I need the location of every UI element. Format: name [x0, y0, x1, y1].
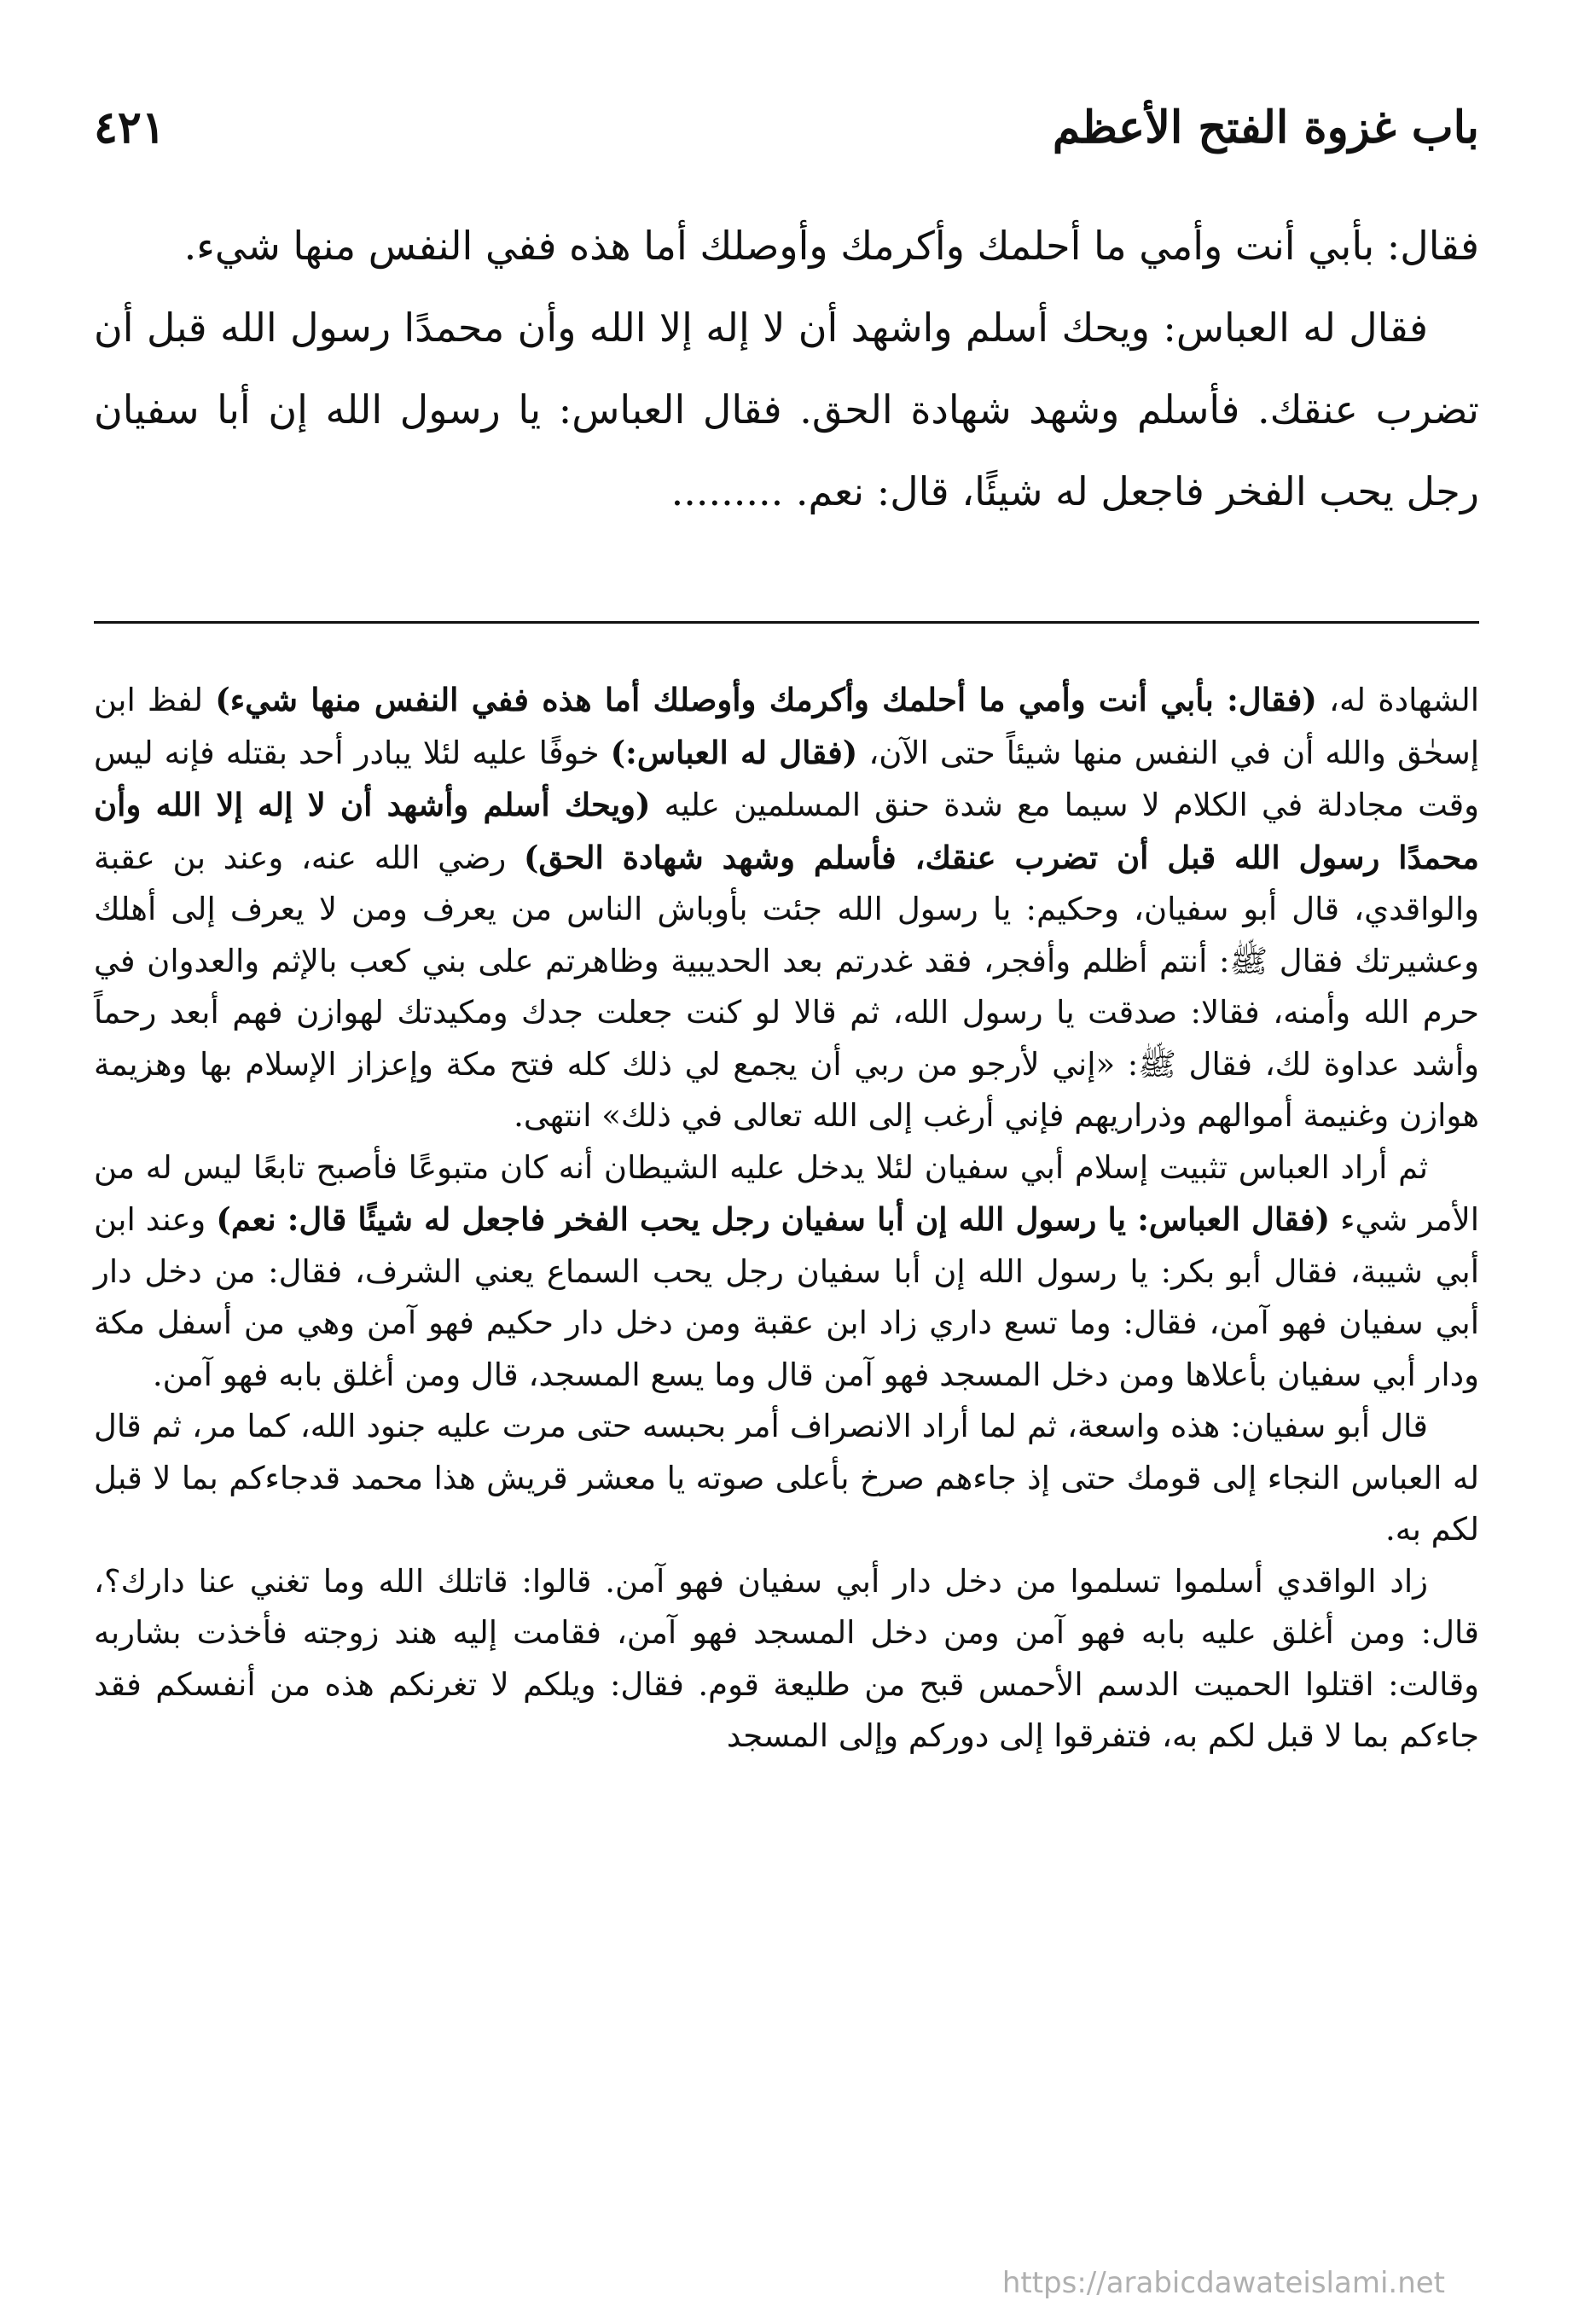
commentary-text-run: خوفًا عليه لئلا يبادر أحد بقتله فإنه ليس وقت مجادلة في الكلام لا سيما مع شدة حنق المسلمين عليه [94, 734, 1479, 823]
commentary-text-run: الشهادة له، [1316, 682, 1480, 718]
main-text-paragraph-2-body: فقال له العباس: ويحك أسلم واشهد أن لا إله إلا الله وأن محمدًا رسول الله قبل أن تضرب عنقك. فأسلم وشهد شهادة الحق. فقال العباس: يا رسول الله إن أبا سفيان رجل يحب الفخر فاجعل له شيئًا، قال: نعم. [94, 305, 1479, 514]
commentary-text [94, 674, 1479, 1763]
commentary-text-run: لفظ ابن إسحٰق والله أن في النفس منها شيئاً حتى الآن، [94, 682, 1479, 771]
continuation-dots: ......... [670, 468, 784, 514]
commentary-text-run: رضي الله عنه، وعند بن عقبة والواقدي، قال أبو سفيان، وحكيم: يا رسول الله جئت بأوباش الناس من يعرف ومن لا يعرف إلى أهلك وعشيرتك فقال ﷺ: أنتم أظلم وأفجر، فقد غدرتم بعد الحديبية وظاهرتم على بني كعب بالإثم والعدوان في حرم الله وأمنه، فقالا: صدقت يا رسول الله، ثم قالا لو كنت جعلت جدك ومكيدتك لهوازن فهم أبعد رحماً وأشد عداوة لك، فقال ﷺ: «إني لأرجو من ربي أن يجمع لي ذلك كله فتح مكة وإعزاز الإسلام بها وهزيمة هوازن وغنيمة أموالهم وذراريهم فإني أرغب إلى الله تعالى في ذلك» انتهى. [94, 839, 1479, 1134]
commentary-paragraph-2 [94, 1142, 1479, 1402]
main-text-paragraph-1: فقال: بأبي أنت وأمي ما أحلمك وأكرمك وأوصلك أما هذه ففي النفس منها شيء. [183, 223, 1479, 269]
commentary-paragraph-4: زاد الواقدي أسلموا تسلموا من دخل دار أبي سفيان فهو آمن. قالوا: قاتلك الله وما تغني عنا دارك؟، قال: ومن أغلق عليه بابه فهو آمن ومن دخل المسجد فهو آمن، فقامت إليه هند زوجته فأخذت بشاربه وقالت: اقتلوا الحميت الدسم الأحمس قبح من طليعة قوم. فقال: ويلكم لا تغرنكم هذه من أنفسكم فقد جاءكم بما لا قبل لكم به، فتفرقوا إلى دوركم وإلى المسجد [94, 1562, 1479, 1754]
main-text [94, 205, 1479, 532]
main-text-paragraph-2 [94, 287, 1479, 532]
quoted-main-text: (ويحك أسلم وأشهد أن لا إله إلا الله وأن محمدًا رسول الله قبل أن تضرب عنقك، فأسلم وشهد شهادة الحق) [94, 786, 1479, 876]
chapter-title: باب غزوة الفتح الأعظم [1052, 102, 1479, 154]
commentary-paragraph-3: قال أبو سفيان: هذه واسعة، ثم لما أراد الانصراف أمر بحبسه حتى مرت عليه جنود الله، كما مر، ثم قال له العباس النجاء إلى قومك حتى إذ جاءهم صرخ بأعلى صوته يا معشر قريش هذا محمد قدجاءكم بما لا قبل لكم به. [94, 1408, 1479, 1548]
quoted-main-text: (فقال: بأبي أنت وأمي ما أحلمك وأكرمك وأوصلك أما هذه ففي النفس منها شيء) [215, 681, 1317, 718]
text-divider [94, 621, 1479, 624]
commentary-paragraph-1 [94, 674, 1479, 1142]
page-header [94, 82, 1479, 154]
watermark-url: https://arabicdawateislami.net [1001, 2266, 1445, 2300]
page-number: ٤٢١ [94, 102, 165, 154]
commentary-text-run: وعند ابن أبي شيبة، فقال أبو بكر: يا رسول الله إن أبا سفيان رجل يحب السماع يعني الشرف، فقال: من دخل دار أبي سفيان فهو آمن، فقال: وما تسع داري زاد ابن عقبة ومن دخل دار حكيم فهو آمن وهي من أسفل مكة ودار أبي سفيان بأعلاها ومن دخل المسجد فهو آمن قال وما يسع المسجد، قال ومن أغلق بابه فهو آمن. [94, 1201, 1479, 1393]
commentary-text-run: ثم أراد العباس تثبيت إسلام أبي سفيان لئلا يدخل عليه الشيطان أنه كان متبوعًا فأصبح تابعًا ليس له من الأمر شيء [94, 1148, 1480, 1238]
quoted-main-text: (فقال له العباس:) [610, 733, 858, 771]
quoted-main-text: (فقال العباس: يا رسول الله إن أبا سفيان رجل يحب الفخر فاجعل له شيئًا قال: نعم) [216, 1200, 1331, 1238]
